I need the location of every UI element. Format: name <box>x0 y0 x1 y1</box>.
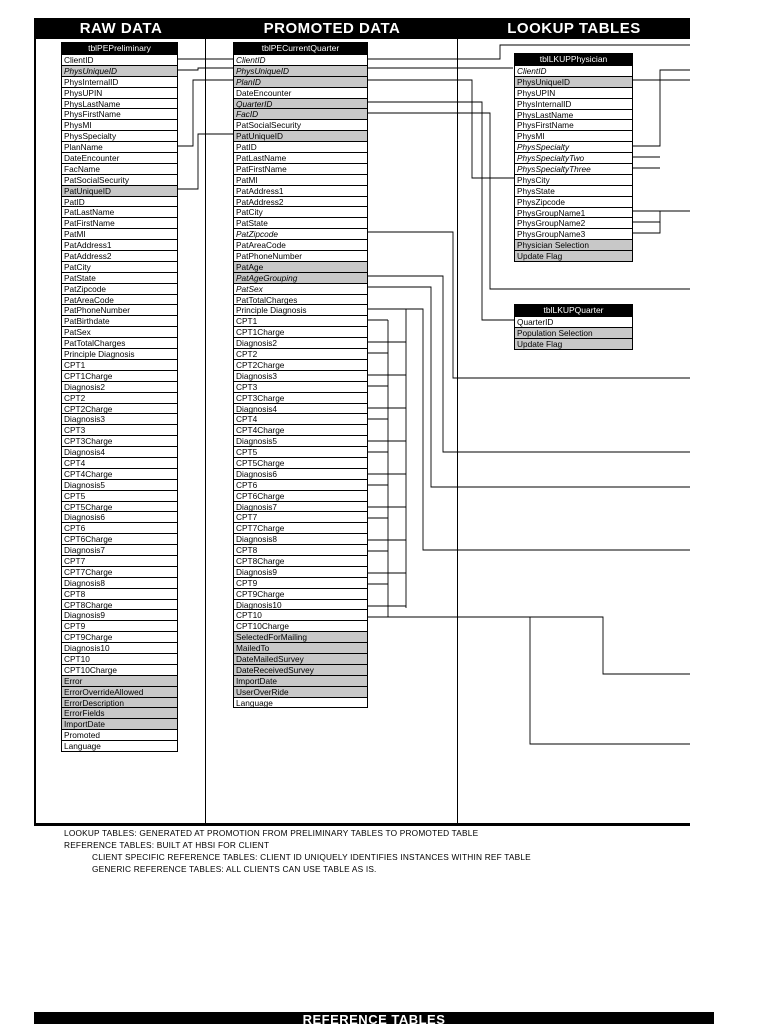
table-field: PatFirstName <box>234 163 367 174</box>
table-field: CPT5 <box>62 490 177 501</box>
connector-plan-prelim-to-current <box>178 80 233 146</box>
table-field: CPT4Charge <box>62 468 177 479</box>
table-field: PatAddress2 <box>62 250 177 261</box>
table-field: CPT7 <box>234 511 367 522</box>
table-field: CPT1 <box>62 359 177 370</box>
connector-patuniqueid-prelim-to-current <box>178 134 233 189</box>
table-field: PhysUniqueID <box>62 65 177 76</box>
table-field: CPT7Charge <box>62 566 177 577</box>
table-field: PatSocialSecurity <box>62 174 177 185</box>
table-field: PhysState <box>515 185 632 196</box>
table-field: Diagnosis2 <box>234 337 367 348</box>
table-field: PatAge <box>234 261 367 272</box>
table-field: ErrorOverrideAllowed <box>62 686 177 697</box>
table-field: Diagnosis7 <box>62 544 177 555</box>
table-field: CPT10Charge <box>62 664 177 675</box>
table-field: CPT2 <box>234 348 367 359</box>
table-field: Diagnosis9 <box>62 609 177 620</box>
table-field: PhysInternalID <box>515 98 632 109</box>
table-field: PatMI <box>62 228 177 239</box>
table-field: Diagnosis2 <box>62 381 177 392</box>
table-field: CPT10 <box>62 653 177 664</box>
table-field: SelectedForMailing <box>234 631 367 642</box>
table-title: tblPEPreliminary <box>62 43 177 54</box>
table-field: PatID <box>234 141 367 152</box>
table-field: ImportDate <box>62 718 177 729</box>
table-field: CPT4Charge <box>234 424 367 435</box>
table-field: CPT6Charge <box>234 490 367 501</box>
table-field: PatMI <box>234 174 367 185</box>
table-field: Physician Selection <box>515 239 632 250</box>
table-field: ClientID <box>62 54 177 65</box>
table-field: QuarterID <box>234 98 367 109</box>
table-field: PatSex <box>62 326 177 337</box>
table-field: PatTotalCharges <box>62 337 177 348</box>
reference-tables-title: REFERENCE TABLES <box>302 1012 446 1027</box>
table-field: PatSex <box>234 283 367 294</box>
table-field: CPT5Charge <box>234 457 367 468</box>
table-field: Diagnosis5 <box>62 479 177 490</box>
header-promoted-data: PROMOTED DATA <box>263 20 401 37</box>
table-field: CPT1Charge <box>62 370 177 381</box>
table-field: PatLastName <box>234 152 367 163</box>
table-field: CPT5 <box>234 446 367 457</box>
table-field: CPT3Charge <box>234 392 367 403</box>
table-field: CPT4 <box>234 413 367 424</box>
table-field: PhysLastName <box>515 109 632 120</box>
field-list <box>515 316 632 349</box>
table-field: CPT8Charge <box>234 555 367 566</box>
table-field: PhysUniqueID <box>515 76 632 87</box>
table-field: FacID <box>234 108 367 119</box>
table-field: CPT10 <box>234 609 367 620</box>
table-field: Diagnosis6 <box>234 468 367 479</box>
table-field: ClientID <box>515 65 632 76</box>
field-list <box>234 54 367 707</box>
table-field: PhysCity <box>515 174 632 185</box>
field-list <box>62 54 177 751</box>
table-field: PhysUniqueID <box>234 65 367 76</box>
table-field: Diagnosis3 <box>62 413 177 424</box>
table-field: CPT7Charge <box>234 522 367 533</box>
table-field: Promoted <box>62 729 177 740</box>
table-field: DateReceivedSurvey <box>234 664 367 675</box>
table-field: CPT5Charge <box>62 501 177 512</box>
table-field: CPT9 <box>234 577 367 588</box>
table-field: Population Selection <box>515 327 632 338</box>
table-field: Principle Diagnosis <box>234 304 367 315</box>
note-reference-tables: REFERENCE TABLES: BUILT AT HBSI FOR CLIENT <box>64 840 270 850</box>
table-field: PhysSpecialty <box>515 141 632 152</box>
table-field: PatZipcode <box>234 228 367 239</box>
table-field: Diagnosis9 <box>234 566 367 577</box>
connector-cpt-lower <box>388 617 690 744</box>
table-field: Update Flag <box>515 338 632 349</box>
table-field: Diagnosis5 <box>234 435 367 446</box>
table-field: PhysMI <box>515 130 632 141</box>
table-field: CPT6Charge <box>62 533 177 544</box>
table-field: PhysSpecialtyTwo <box>515 152 632 163</box>
table-field: PatPhoneNumber <box>234 250 367 261</box>
table-field: CPT9Charge <box>234 588 367 599</box>
table-field: Diagnosis8 <box>234 533 367 544</box>
table-field: PhysGroupName1 <box>515 207 632 218</box>
table-field: PhysFirstName <box>515 119 632 130</box>
connector-physgroup3-to-ref <box>632 222 660 233</box>
table-field: PatCity <box>234 206 367 217</box>
table-field: PlanName <box>62 141 177 152</box>
connector-cpt-stub-10 <box>368 617 690 674</box>
table-field: CPT3Charge <box>62 435 177 446</box>
table-field: CPT8 <box>234 544 367 555</box>
table-field: PatState <box>62 272 177 283</box>
table-field: PatPhoneNumber <box>62 304 177 315</box>
table-field: ErrorDescription <box>62 697 177 708</box>
table-field: ImportDate <box>234 675 367 686</box>
table-field: CPT9 <box>62 620 177 631</box>
table-field: PatUniqueID <box>62 185 177 196</box>
table-field: Language <box>234 697 367 708</box>
connector-physuniqueid-prelim-to-current <box>178 68 233 70</box>
table-field: PlanID <box>234 76 367 87</box>
table-field: Diagnosis10 <box>62 642 177 653</box>
header-raw-data: RAW DATA <box>79 20 163 37</box>
table-field: Diagnosis4 <box>234 403 367 414</box>
table-field: PatSocialSecurity <box>234 119 367 130</box>
table-field: PhysZipcode <box>515 196 632 207</box>
table-field: PatState <box>234 217 367 228</box>
table-field: PatCity <box>62 261 177 272</box>
table-field: PatAreaCode <box>234 239 367 250</box>
table-field: Language <box>62 740 177 751</box>
table-field: PatAreaCode <box>62 294 177 305</box>
table-field: PatZipcode <box>62 283 177 294</box>
table-field: PatAgeGrouping <box>234 272 367 283</box>
table-field: CPT4 <box>62 457 177 468</box>
table-field: PatUniqueID <box>234 130 367 141</box>
table-field: CPT1Charge <box>234 326 367 337</box>
table-field: Diagnosis10 <box>234 599 367 610</box>
table-field: PhysLastName <box>62 98 177 109</box>
table-field: DateEncounter <box>234 87 367 98</box>
table-field: CPT8Charge <box>62 599 177 610</box>
table-field: PatBirthdate <box>62 315 177 326</box>
table-field: PhysGroupName2 <box>515 217 632 228</box>
table-field: PhysGroupName3 <box>515 228 632 239</box>
table-field: CPT10Charge <box>234 620 367 631</box>
table-field: CPT2Charge <box>234 359 367 370</box>
table-field: DateMailedSurvey <box>234 653 367 664</box>
note-client-specific: CLIENT SPECIFIC REFERENCE TABLES: CLIENT ID UNIQUELY IDENTIFIES INSTANCES WITHIN REF TABLE <box>92 852 531 862</box>
table-title: tblLKUPQuarter <box>515 305 632 316</box>
table-field: CPT2 <box>62 392 177 403</box>
table-field: CPT6 <box>234 479 367 490</box>
table-field: PatTotalCharges <box>234 294 367 305</box>
table-pe-preliminary <box>61 42 178 752</box>
table-field: CPT9Charge <box>62 631 177 642</box>
note-lookup-tables: LOOKUP TABLES: GENERATED AT PROMOTION FROM PRELIMINARY TABLES TO PROMOTED TABLE <box>64 828 479 838</box>
table-field: PatID <box>62 196 177 207</box>
table-field: PhysInternalID <box>62 76 177 87</box>
table-field: Diagnosis7 <box>234 501 367 512</box>
table-field: Error <box>62 675 177 686</box>
table-field: ClientID <box>234 54 367 65</box>
table-title: tblLKUPPhysician <box>515 54 632 65</box>
table-field: Diagnosis8 <box>62 577 177 588</box>
table-lkup-quarter <box>514 304 633 350</box>
table-field: CPT3 <box>234 381 367 392</box>
table-field: CPT1 <box>234 315 367 326</box>
table-field: PatAddress1 <box>62 239 177 250</box>
table-field: PhysSpecialty <box>62 130 177 141</box>
field-list <box>515 65 632 261</box>
header-lookup-tables: LOOKUP TABLES <box>507 20 641 37</box>
connector-patagegrouping-current-to-lookup <box>368 276 690 452</box>
table-title: tblPECurrentQuarter <box>234 43 367 54</box>
table-field: PhysFirstName <box>62 108 177 119</box>
table-field: PatAddress1 <box>234 185 367 196</box>
table-field: DateEncounter <box>62 152 177 163</box>
table-field: PhysUPIN <box>515 87 632 98</box>
table-field: FacName <box>62 163 177 174</box>
table-field: QuarterID <box>515 316 632 327</box>
table-field: PatFirstName <box>62 217 177 228</box>
connector-physspecialty-to-ref <box>632 70 690 146</box>
note-generic: GENERIC REFERENCE TABLES: ALL CLIENTS CAN USE TABLE AS IS. <box>92 864 377 874</box>
table-field: Diagnosis6 <box>62 511 177 522</box>
table-field: Diagnosis4 <box>62 446 177 457</box>
table-field: PatAddress2 <box>234 196 367 207</box>
table-field: Update Flag <box>515 250 632 261</box>
table-field: CPT3 <box>62 424 177 435</box>
table-field: PhysMI <box>62 119 177 130</box>
table-field: UserOverRide <box>234 686 367 697</box>
table-pe-current-quarter <box>233 42 368 708</box>
table-field: CPT2Charge <box>62 403 177 414</box>
table-field: MailedTo <box>234 642 367 653</box>
table-field: CPT6 <box>62 522 177 533</box>
table-field: Principle Diagnosis <box>62 348 177 359</box>
table-field: Diagnosis3 <box>234 370 367 381</box>
table-field: CPT7 <box>62 555 177 566</box>
table-field: PhysUPIN <box>62 87 177 98</box>
table-field: ErrorFields <box>62 707 177 718</box>
connector-physgroup2-to-ref <box>632 211 660 222</box>
table-lkup-physician <box>514 53 633 262</box>
table-field: PhysSpecialtyThree <box>515 163 632 174</box>
table-field: PatLastName <box>62 206 177 217</box>
table-field: CPT8 <box>62 588 177 599</box>
